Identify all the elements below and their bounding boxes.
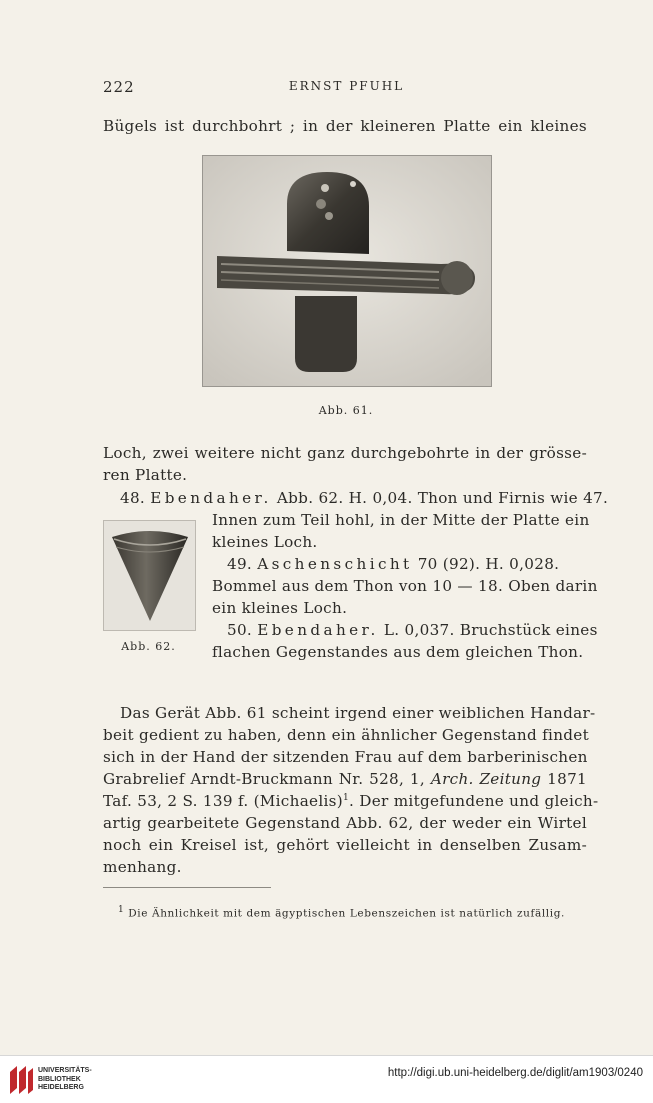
citation-text: Grabrelief Arndt-Bruckmann Nr. 528, 1, [103,770,426,788]
text-segment: . Der mitgefundene und gleich- [349,792,599,810]
footnote-mark: 1 [118,905,125,915]
footnote-reference[interactable]: 1 [342,792,350,803]
cone-object-image [104,521,195,630]
item-description: Abb. 62. H. 0,04. Thon und Firnis wie 47. [276,489,609,507]
text-line: sich in der Hand der sitzenden Frau auf dem barberinischen [103,748,588,766]
figure-61-caption: Abb. 61. [318,404,374,417]
item-provenance: Ebendaher. [257,621,379,639]
item-provenance: Aschenschicht [257,555,413,573]
citation-year: 1871 [547,770,587,788]
item-number: 49. [227,555,253,573]
footnote [118,905,565,920]
library-name-line: UNIVERSITÄTS- [38,1067,92,1074]
running-head: ERNST PFUHL [288,79,405,93]
text-line [103,792,599,810]
library-logo-icon[interactable] [7,1064,35,1096]
library-name-line: HEIDELBERG [38,1084,84,1091]
page-number: 222 [103,78,135,96]
text-line [103,770,587,788]
library-name[interactable] [38,1067,92,1093]
text-line: menhang. [103,858,182,876]
permalink-url[interactable]: http://digi.ub.uni-heidelberg.de/diglit/am1903/0240 [387,1067,643,1079]
text-line: noch ein Kreisel ist, gehört vielleicht in denselben Zusam- [103,836,587,854]
text-line: Bommel aus dem Thon von 10 — 18. Oben darin [212,577,598,595]
text-line: ein kleines Loch. [212,599,348,617]
text-line: Das Gerät Abb. 61 scheint irgend einer weiblichen Handar- [120,704,596,722]
cross-object-image [203,156,491,386]
text-line: flachen Gegenstandes aus dem gleichen Thon. [212,643,584,661]
text-line: Innen zum Teil hohl, in der Mitte der Platte ein [212,511,590,529]
item-number: 50. [227,621,253,639]
figure-61-photo [202,155,492,387]
citation-text: Taf. 53, 2 S. 139 f. (Michaelis) [103,792,343,810]
text-line: ren Platte. [103,466,188,484]
item-description: 70 (92). H. 0,028. [417,555,560,573]
text-line: beit gedient zu haben, denn ein ähnlicher Gegenstand findet [103,726,589,744]
library-name-line: BIBLIOTHEK [38,1075,81,1083]
figure-62-photo [103,520,196,631]
item-provenance: Ebendaher. [150,489,272,507]
item-description: L. 0,037. Bruchstück eines [383,621,598,639]
text-line: Loch, zwei weitere nicht ganz durchgebohrte in der grösse- [103,444,587,462]
journal-title: Arch. Zeitung [430,770,542,788]
footnote-divider [103,887,271,888]
digitization-footer [0,1055,653,1103]
figure-62-caption: Abb. 62. [121,640,176,653]
catalog-item-48 [120,489,609,507]
item-number: 48. [120,489,146,507]
footnote-text: Die Ähnlichkeit mit dem ägyptischen Lebenszeichen ist natürlich zufällig. [128,907,565,920]
text-line: artig gearbeitete Gegenstand Abb. 62, der weder ein Wirtel [103,814,587,832]
text-line: kleines Loch. [212,533,318,551]
catalog-item-50 [227,621,598,639]
catalog-item-49 [227,555,587,573]
text-line: Bügels ist durchbohrt ; in der kleineren Platte ein kleines [103,117,587,135]
